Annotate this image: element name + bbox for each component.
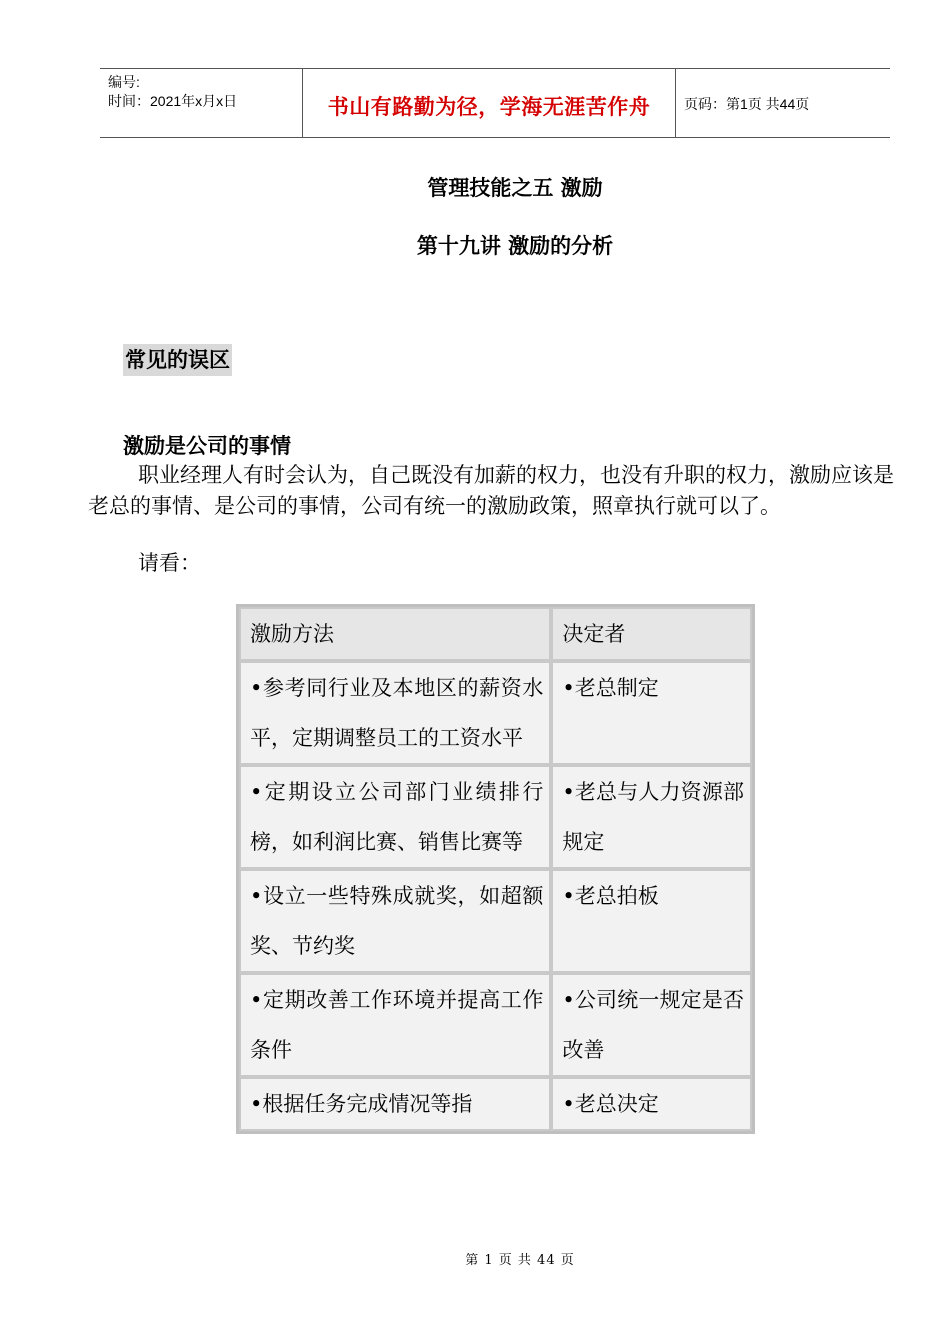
- page-footer: 第 1 页 共 44 页: [465, 1253, 575, 1268]
- section-heading: 常见的误区: [123, 344, 232, 376]
- header-page-code: 页码：第1页 共44页: [684, 96, 810, 112]
- table-header-method: 激励方法: [239, 607, 551, 661]
- body-paragraph: 职业经理人有时会认为，自己既没有加薪的权力，也没有升职的权力，激励应该是老总的事情、是公司的事情，公司有统一的激励政策，照章执行就可以了。: [88, 463, 894, 518]
- table-cell-decider: •老总与人力资源部规定: [551, 765, 752, 869]
- header-info-cell: [100, 69, 303, 137]
- table-cell-method: •参考同行业及本地区的薪资水平，定期调整员工的工资水平: [239, 661, 551, 765]
- please-see-text: 请看：: [138, 551, 201, 575]
- sub-heading: 激励是公司的事情: [123, 434, 291, 458]
- document-title: 管理技能之五 激励: [427, 176, 603, 200]
- page-header: [100, 68, 890, 138]
- document-number-label: 编号:: [108, 74, 140, 90]
- header-motto: 书山有路勤为径，学海无涯苦作舟: [327, 95, 651, 119]
- table-row: [239, 869, 752, 973]
- table-row: [239, 1077, 752, 1131]
- table-header-decider: 决定者: [551, 607, 752, 661]
- header-motto-cell: [303, 69, 676, 137]
- document-time-label: 时间：2021年x月x日: [108, 93, 238, 109]
- table-cell-method: •根据任务完成情况等指: [239, 1077, 551, 1131]
- incentive-table: [236, 604, 755, 1134]
- header-page-cell: [676, 69, 890, 137]
- table-cell-method: •设立一些特殊成就奖，如超额奖、节约奖: [239, 869, 551, 973]
- table-row: [239, 973, 752, 1077]
- table-cell-method: •定期设立公司部门业绩排行榜，如利润比赛、销售比赛等: [239, 765, 551, 869]
- table-cell-method: •定期改善工作环境并提高工作条件: [239, 973, 551, 1077]
- table-cell-decider: •老总决定: [551, 1077, 752, 1131]
- table-row: [239, 661, 752, 765]
- table-cell-decider: •老总拍板: [551, 869, 752, 973]
- table-header-row: [239, 607, 752, 661]
- document-subtitle: 第十九讲 激励的分析: [416, 234, 614, 258]
- table-cell-decider: •公司统一规定是否改善: [551, 973, 752, 1077]
- table-cell-decider: •老总制定: [551, 661, 752, 765]
- table-row: [239, 765, 752, 869]
